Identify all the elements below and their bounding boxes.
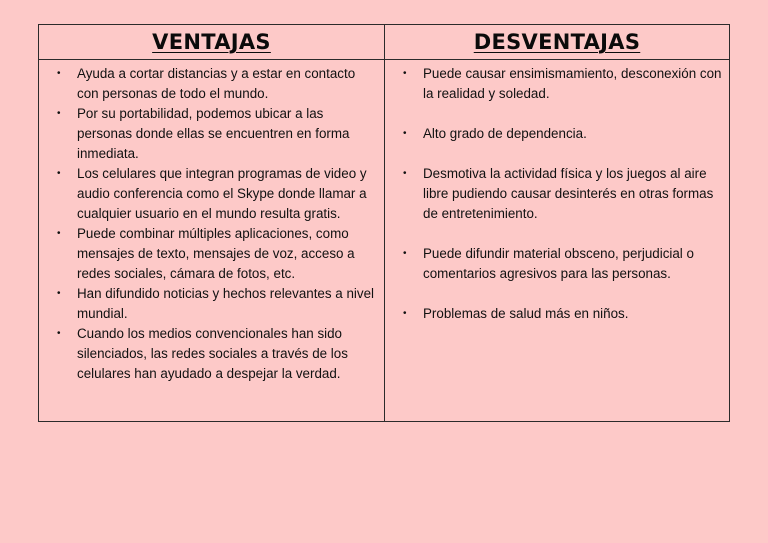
list-item	[385, 304, 723, 324]
list-item-text: Ayuda a cortar distancias y a estar en contacto con personas de todo el mundo.	[77, 66, 356, 101]
bullet-icon: •	[403, 308, 407, 319]
header-ventajas	[39, 25, 385, 60]
list-item	[385, 64, 723, 104]
bullet-icon: •	[403, 68, 407, 79]
list-item-text: Puede difundir material obsceno, perjudicial o comentarios agresivos para las personas.	[423, 246, 694, 281]
list-item	[385, 164, 723, 224]
list-item-text: Han difundido noticias y hechos relevantes a nivel mundial.	[77, 286, 375, 321]
bullet-icon: •	[57, 328, 61, 339]
bullet-icon: •	[57, 68, 61, 79]
bullet-icon: •	[57, 108, 61, 119]
list-item	[39, 164, 378, 224]
list-item	[39, 324, 378, 384]
list-item	[39, 64, 378, 104]
list-item-text: Problemas de salud más en niños.	[423, 306, 629, 321]
list-item-text: Por su portabilidad, podemos ubicar a las personas donde ellas se encuentren en forma inmediata.	[77, 106, 350, 161]
list-item-text: Alto grado de dependencia.	[423, 126, 587, 141]
ventajas-title: VENTAJAS	[152, 29, 271, 54]
list-item	[385, 124, 723, 144]
bullet-icon: •	[403, 248, 407, 259]
list-item-text: Cuando los medios convencionales han sido silenciados, las redes sociales a través de los celulares han ayudado a despejar la verdad.	[77, 326, 348, 381]
list-item	[39, 224, 378, 284]
list-item-text: Los celulares que integran programas de video y audio conferencia como el Skype donde llamar a cualquier usuario en el mundo resulta gratis.	[77, 166, 367, 221]
list-item	[39, 104, 378, 164]
list-item	[39, 284, 378, 324]
desventajas-list	[385, 64, 723, 324]
desventajas-title: DESVENTAJAS	[473, 29, 641, 54]
bullet-icon: •	[57, 228, 61, 239]
bullet-icon: •	[57, 288, 61, 299]
list-item	[385, 244, 723, 284]
bullet-icon: •	[403, 128, 407, 139]
ventajas-column	[39, 60, 385, 421]
list-item-text: Desmotiva la actividad física y los juegos al aire libre pudiendo causar desinterés en otras formas de entretenimiento.	[423, 166, 714, 221]
bullet-icon: •	[403, 168, 407, 179]
header-desventajas	[385, 25, 729, 60]
list-item-text: Puede causar ensimismamiento, desconexión con la realidad y soledad.	[423, 66, 722, 101]
desventajas-column	[385, 60, 729, 421]
list-item-text: Puede combinar múltiples aplicaciones, como mensajes de texto, mensajes de voz, acceso a redes sociales, cámara de fotos, etc.	[77, 226, 355, 281]
ventajas-list	[39, 64, 378, 384]
bullet-icon: •	[57, 168, 61, 179]
comparison-table	[38, 24, 730, 422]
